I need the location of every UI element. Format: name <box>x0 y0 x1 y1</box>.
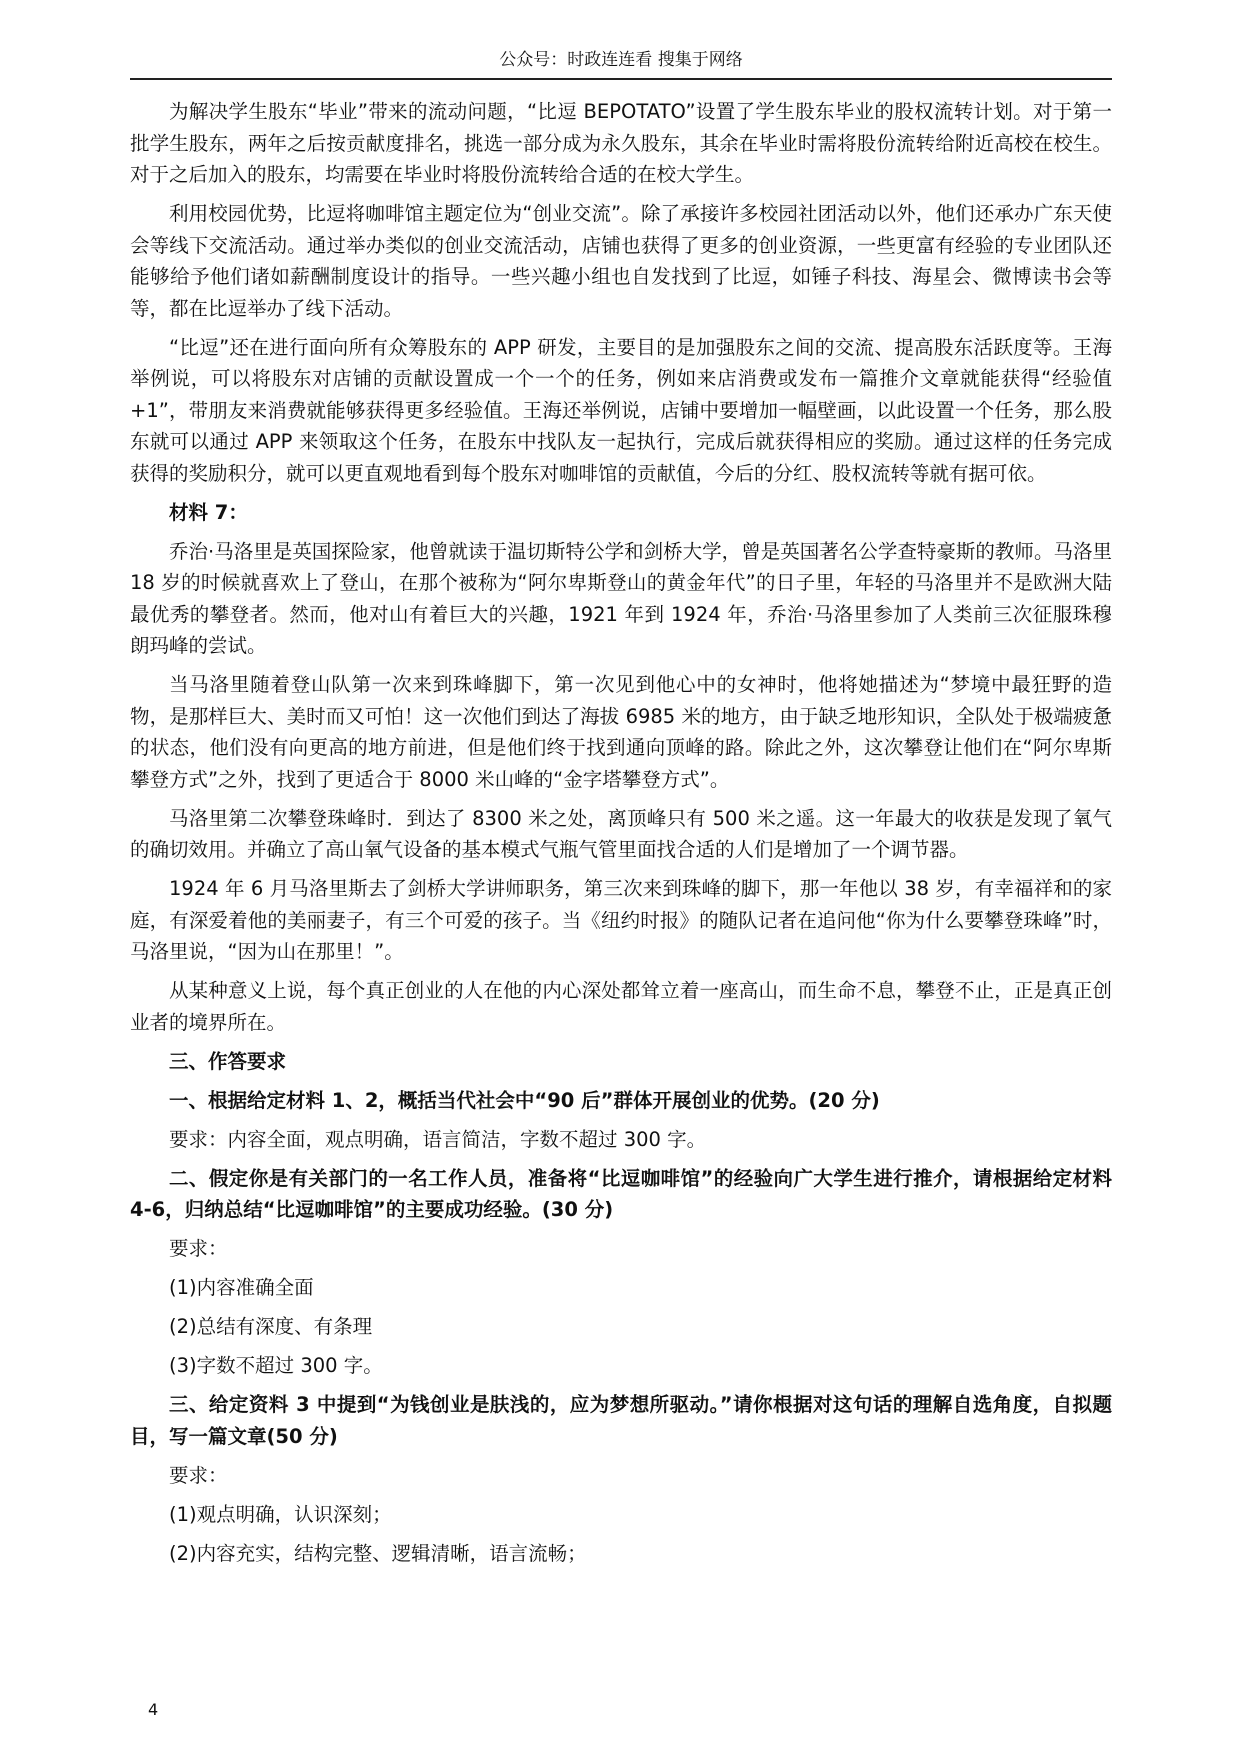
page-number: 4 <box>148 1700 159 1719</box>
body-paragraph: 马洛里第二次攀登珠峰时．到达了 8300 米之处，离顶峰只有 500 米之遥。这一年最大的收获是发现了氧气的确切效用。并确立了高山氧气设备的基本模式气瓶气管里面找合适的人们是增加了一个调节器。 <box>130 806 1112 861</box>
body-paragraph: 利用校园优势，比逗将咖啡馆主题定位为“创业交流”。除了承接许多校园社团活动以外，他们还承办广东天使会等线下交流活动。通过举办类似的创业交流活动，店铺也获得了更多的创业资源，一些更富有经验的专业团队还能够给予他们诸如薪酬制度设计的指导。一些兴趣小组也自发找到了比逗，如锤子科技、海星会、微博读书会等等，都在比逗举办了线下活动。 <box>130 202 1112 320</box>
body-paragraph: (3)字数不超过 300 字。 <box>169 1354 383 1377</box>
section-heading: 三、作答要求 <box>169 1049 287 1073</box>
body-paragraph: 要求： <box>169 1237 228 1260</box>
body-paragraph: “比逗”还在进行面向所有众筹股东的 APP 研发，主要目的是加强股东之间的交流、提高股东活跃度等。王海举例说，可以将股东对店铺的贡献设置成一个一个的任务，例如来店消费或发布一篇推介文章就能获得“经验值+1”，带朋友来消费就能够获得更多经验值。王海还举例说，店铺中要增加一幅壁画，以此设置一个任务，那么股东就可以通过 APP 来领取这个任务，在股东中找队友一起执行，完成后就获得相应的奖励。通过这样的任务完成获得的奖励积分，就可以更直观地看到每个股东对咖啡馆的贡献值，今后的分红、股权流转等就有据可依。 <box>130 335 1112 485</box>
page-header <box>130 46 1112 80</box>
section-heading: 材料 7： <box>169 500 248 524</box>
body-paragraph: 要求：内容全面，观点明确，语言简洁，字数不超过 300 字。 <box>169 1127 707 1151</box>
body-paragraph: (2)内容充实，结构完整、逻辑清晰，语言流畅； <box>169 1541 587 1565</box>
body-paragraph: (1)观点明确，认识深刻； <box>169 1502 392 1526</box>
section-heading: 二、假定你是有关部门的一名工作人员，准备将“比逗咖啡馆”的经验向广大学生进行推介，请根据给定材料 4-6，归纳总结“比逗咖啡馆”的主要成功经验。(30 分) <box>130 1166 1112 1221</box>
body-paragraph: 要求： <box>169 1463 228 1487</box>
body-paragraph: (2)总结有深度、有条理 <box>169 1315 373 1338</box>
body-paragraph: (1)内容准确全面 <box>169 1276 314 1299</box>
section-heading: 三、给定资料 3 中提到“为钱创业是肤浅的，应为梦想所驱动。”请你根据对这句话的理解自选角度，自拟题目，写一篇文章(50 分) <box>130 1393 1112 1448</box>
body-paragraph: 乔治·马洛里是英国探险家，他曾就读于温切斯特公学和剑桥大学，曾是英国著名公学查特豪斯的教师。马洛里 18 岁的时候就喜欢上了登山，在那个被称为“阿尔卑斯登山的黄金年代”的日子里，年轻的马洛里并不是欧洲大陆最优秀的攀登者。然而，他对山有着巨大的兴趣，1921 年到 1924 年，乔治·马洛里参加了人类前三次征服珠穆朗玛峰的尝试。 <box>130 539 1112 657</box>
body-paragraph: 当马洛里随着登山队第一次来到珠峰脚下，第一次见到他心中的女神时，他将她描述为“梦境中最狂野的造物，是那样巨大、美时而又可怕！这一次他们到达了海拔 6985 米的地方，由于缺乏地形知识，全队处于极端疲惫的状态，他们没有向更高的地方前进，但是他们终于找到通向顶峰的路。除此之外，这次攀登让他们在“阿尔卑斯攀登方式”之外，找到了更适合于 8000 米山峰的“金字塔攀登方式”。 <box>130 673 1112 791</box>
header-text: 公众号：时政连连看 搜集于网络 <box>499 50 743 70</box>
body-paragraph: 1924 年 6 月马洛里斯去了剑桥大学讲师职务，第三次来到珠峰的脚下，那一年他以 38 岁，有幸福祥和的家庭，有深爱着他的美丽妻子，有三个可爱的孩子。当《纽约时报》的随队记者在追问他“你为什么要攀登珠峰”时，马洛里说，“因为山在那里！”。 <box>130 877 1112 963</box>
body-paragraph: 为解决学生股东“毕业”带来的流动问题，“比逗 BEPOTATO”设置了学生股东毕业的股权流转计划。对于第一批学生股东，两年之后按贡献度排名，挑选一部分成为永久股东，其余在毕业时需将股份流转给附近高校在校生。对于之后加入的股东，均需要在毕业时将股份流转给合适的在校大学生。 <box>130 100 1112 186</box>
body-paragraph: 从某种意义上说，每个真正创业的人在他的内心深处都耸立着一座高山，而生命不息，攀登不止，正是真正创业者的境界所在。 <box>130 979 1112 1034</box>
section-heading: 一、根据给定材料 1、2，概括当代社会中“90 后”群体开展创业的优势。(20 分) <box>169 1088 880 1112</box>
document-body <box>130 96 1112 1577</box>
